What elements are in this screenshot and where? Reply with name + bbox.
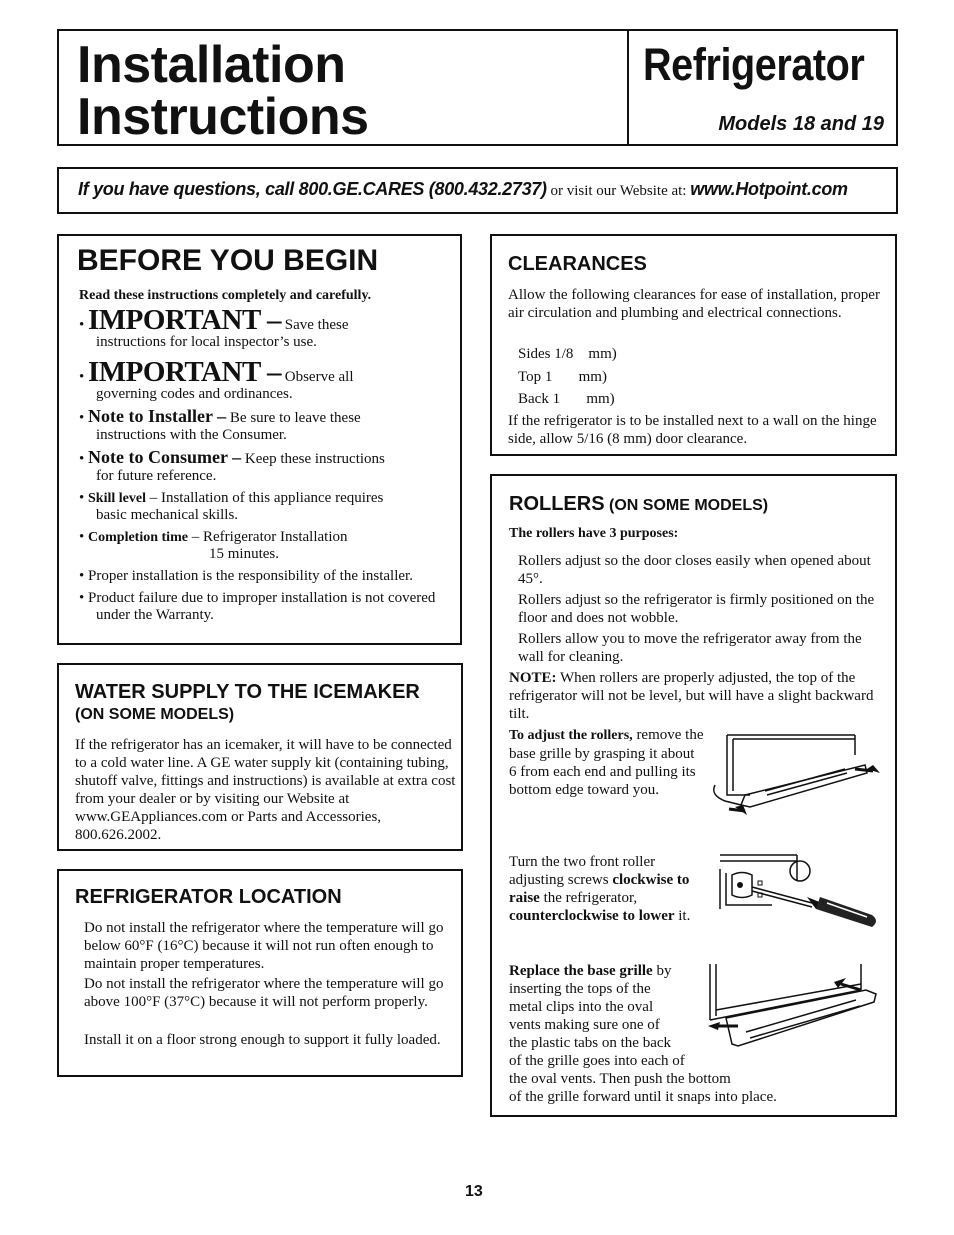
replace-text-1: by — [652, 963, 672, 979]
bullet-note-consumer: • Note to Consumer – Keep these instructions for future reference. — [79, 447, 385, 484]
rollers-note — [509, 669, 891, 723]
before-bullets — [79, 304, 449, 624]
note-consumer-text-b: for future reference. — [96, 468, 217, 484]
product-failure-text: Product failure due to improper installation is not covered under the Warranty. — [88, 590, 436, 623]
water-subtitle: (ON SOME MODELS) — [75, 706, 235, 723]
important-label: IMPORTANT – — [88, 356, 282, 388]
title-line-1: Installation — [77, 36, 346, 94]
replace-line-6: of the grille goes into each of — [509, 1053, 685, 1069]
rollers-purpose-1: Rollers adjust so the door closes easily when opened about 45°. — [518, 553, 871, 587]
proper-installation-text: Proper installation is the responsibility of the installer. — [88, 568, 413, 584]
adjust-text: remove the base grille by grasping it about 6 from each end and pulling its bottom edge toward you. — [509, 727, 704, 798]
bullet-skill-level: • Skill level – Installation of this appliance requires basic mechanical skills. — [79, 490, 384, 523]
replace-line-7: the oval vents. Then push the bottom — [509, 1071, 731, 1087]
bullet-important-2: • IMPORTANT – Observe all governing codes and ordinances. — [79, 356, 354, 402]
note-label: NOTE: — [509, 670, 557, 686]
replace-label: Replace the base grille — [509, 963, 653, 979]
water-body: If the refrigerator has an icemaker, it will have to be connected to a cold water line. A GE water supply kit (containing tubing, shutoff valve, fittings and instructions) is available at extra cost from your dealer or by visiting our Website at www.GEAppliances.com or Parts and Accessories, 800.626.2002. — [75, 737, 456, 843]
bullet-proper-installation: • Proper installation is the responsibility of the installer. — [79, 568, 413, 584]
clearance-sides: Sides 1/8 mm) — [518, 346, 617, 362]
turn-text-c: it. — [674, 908, 691, 924]
completion-time-text: – Refrigerator Installation — [187, 529, 348, 545]
clearance-top: Top 1 mm) — [518, 369, 607, 385]
adjust-label: To adjust the rollers, — [509, 728, 633, 743]
screwdriver-illustration — [712, 845, 882, 930]
bullet-product-failure: • Product failure due to improper installation is not covered under the Warranty. — [79, 590, 436, 623]
help-text: or visit our Website at: — [546, 183, 691, 199]
bullet-note-installer: • Note to Installer – Be sure to leave these instructions with the Consumer. — [79, 406, 361, 443]
rollers-title-text: ROLLERS — [509, 493, 605, 515]
completion-time-label: Completion time — [88, 530, 188, 545]
help-website: www.Hotpoint.com — [690, 179, 848, 199]
water-title: WATER SUPPLY TO THE ICEMAKER — [75, 681, 420, 703]
note-text: When rollers are properly adjusted, the top of the refrigerator will not be level, but will have a slight backward tilt. — [509, 670, 874, 722]
page-number: 13 — [465, 1183, 483, 1200]
note-consumer-label: Note to Consumer – — [88, 447, 242, 467]
models-label: Models 18 and 19 — [718, 113, 884, 135]
before-you-begin-box — [57, 234, 462, 645]
important-2-text: Observe all — [281, 369, 354, 385]
before-title: BEFORE YOU BEGIN — [77, 244, 379, 277]
replace-grille-illustration — [706, 960, 884, 1055]
clearances-note: If the refrigerator is to be installed next to a wall on the hinge side, allow 5/16 (8 mm) door clearance. — [508, 413, 877, 447]
replace-line-4: vents making sure one of — [509, 1017, 660, 1033]
turn-text-b: the refrigerator, — [539, 890, 638, 906]
help-phone: If you have questions, call 800.GE.CARES (800.432.2737) — [78, 179, 547, 199]
important-label: IMPORTANT – — [88, 304, 282, 336]
replace-line-2: inserting the tops of the — [509, 981, 651, 997]
bullet-important-1: • IMPORTANT – Save these instructions for local inspector’s use. — [79, 304, 349, 350]
help-bar — [57, 167, 898, 214]
rollers-purposes: The rollers have 3 purposes: — [509, 526, 679, 541]
replace-line-5: the plastic tabs on the back — [509, 1035, 672, 1051]
location-p1: Do not install the refrigerator where the temperature will go below 60°F (16°C) because it will not run often enough to maintain proper temperatures. — [84, 920, 444, 972]
location-p2: Do not install the refrigerator where the temperature will go above 100°F (37°C) because it will not perform properly. — [84, 976, 444, 1010]
completion-time-text-b: 15 minutes. — [209, 546, 279, 562]
help-line — [78, 179, 848, 200]
turn-raise: to raise — [509, 872, 690, 906]
clearance-back: Back 1 mm) — [518, 391, 615, 407]
skill-level-text-b: basic mechanical skills. — [96, 507, 239, 523]
note-installer-text: Be sure to leave these — [226, 410, 361, 426]
page-title — [77, 36, 369, 146]
note-installer-text-b: instructions with the Consumer. — [96, 427, 287, 443]
bullet-completion-time: • Completion time – Refrigerator Installation 15 minutes. — [79, 529, 348, 562]
water-supply-box — [57, 663, 463, 851]
note-installer-label: Note to Installer – — [88, 406, 227, 426]
clearances-box — [490, 234, 897, 456]
rollers-title — [509, 493, 768, 516]
location-p3: Install it on a floor strong enough to support it fully loaded. — [84, 1032, 441, 1048]
location-box — [57, 869, 463, 1077]
turn-clockwise: clockwise — [612, 872, 674, 888]
title-line-2: Instructions — [77, 88, 369, 146]
remove-grille-illustration — [705, 725, 880, 820]
important-2-text-b: governing codes and ordinances. — [96, 386, 293, 402]
product-title: Refrigerator — [643, 39, 865, 90]
skill-level-label: Skill level — [88, 491, 146, 506]
before-intro: Read these instructions completely and carefully. — [79, 288, 372, 303]
location-title: REFRIGERATOR LOCATION — [75, 886, 342, 908]
important-1-text-b: instructions for local inspector’s use. — [96, 334, 317, 350]
rollers-purpose-2: Rollers adjust so the refrigerator is firmly positioned on the floor and does not wobble. — [518, 592, 875, 626]
skill-level-text: – Installation of this appliance requires — [145, 490, 384, 506]
rollers-turn — [509, 853, 709, 925]
rollers-purpose-3: Rollers allow you to move the refrigerator away from the wall for cleaning. — [518, 631, 862, 665]
replace-line-3: metal clips into the oval — [509, 999, 654, 1015]
rollers-title-sub: (ON SOME MODELS) — [604, 497, 769, 514]
product-box — [627, 29, 898, 146]
clearances-intro: Allow the following clearances for ease of installation, proper air circulation and plumbing and electrical connections. — [508, 287, 880, 321]
turn-counterclockwise: counterclockwise to lower — [509, 908, 675, 924]
title-box — [57, 29, 629, 146]
turn-text-a: Turn the two front roller adjusting screws — [509, 854, 656, 888]
important-1-text: Save these — [281, 317, 349, 333]
replace-line-8: of the grille forward until it snaps into place. — [509, 1089, 777, 1105]
rollers-adjust — [509, 726, 704, 799]
note-consumer-text: Keep these instructions — [241, 451, 385, 467]
clearances-title: CLEARANCES — [508, 253, 647, 275]
